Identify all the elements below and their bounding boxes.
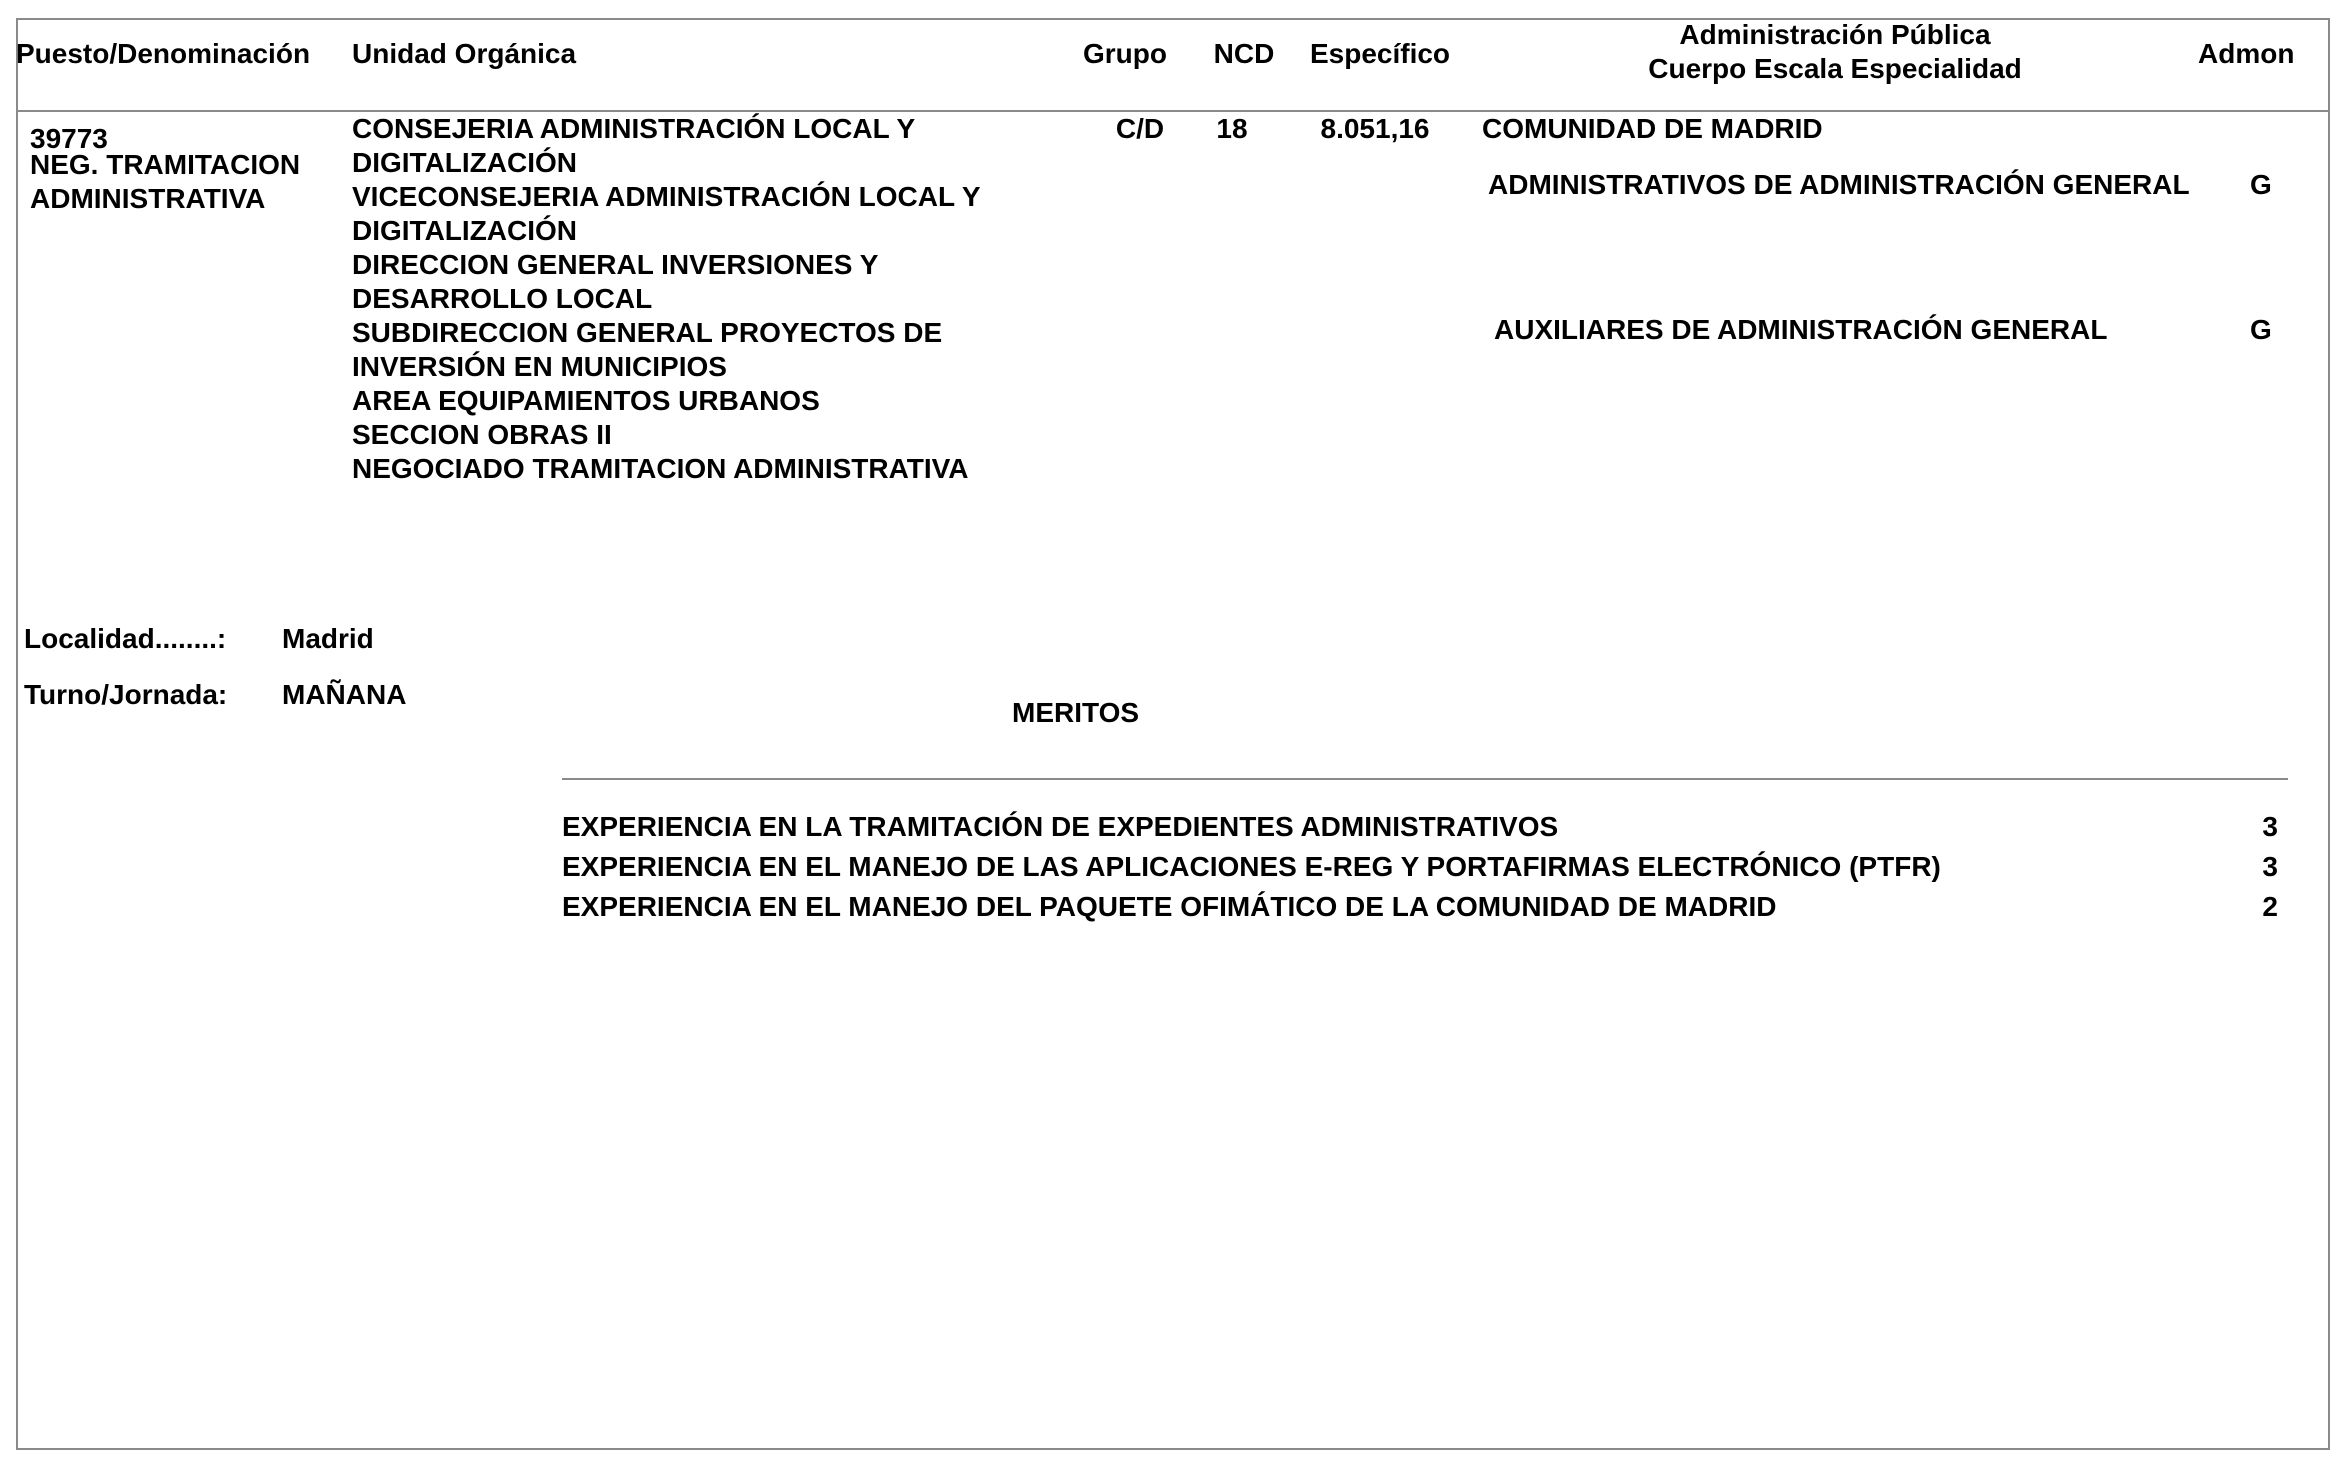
localidad-value: Madrid xyxy=(282,623,374,654)
meritos-divider xyxy=(562,778,2288,780)
cuerpo-admon: G xyxy=(2250,169,2272,200)
puesto-especifico: 8.051,16 xyxy=(1320,113,1430,144)
turno-label: Turno/Jornada: xyxy=(24,679,228,710)
unidad-line: SUBDIRECCION GENERAL PROYECTOS DE xyxy=(352,317,943,348)
merito-puntos: 3 xyxy=(2262,811,2278,842)
puesto-ncd: 18 xyxy=(1216,113,1248,144)
header-unidad: Unidad Orgánica xyxy=(352,38,577,69)
unidad-line: DESARROLLO LOCAL xyxy=(352,283,653,314)
unidad-line: AREA EQUIPAMIENTOS URBANOS xyxy=(352,385,820,416)
denominacion-line: NEG. TRAMITACION xyxy=(30,149,301,180)
unidad-organica xyxy=(352,112,981,486)
puesto-codigo: 39773 xyxy=(30,123,108,154)
unidad-line: VICECONSEJERIA ADMINISTRACIÓN LOCAL Y xyxy=(352,181,981,212)
cuerpo-admon: G xyxy=(2250,314,2272,345)
header-admin-publica: Administración Pública xyxy=(1679,19,1991,50)
merito-puntos: 3 xyxy=(2262,851,2278,882)
header-especifico: Específico xyxy=(1309,38,1451,69)
merito-text: EXPERIENCIA EN EL MANEJO DE LAS APLICACIONES E-REG Y PORTAFIRMAS ELECTRÓNICO (PTFR) xyxy=(562,851,1941,882)
localidad-label: Localidad........: xyxy=(24,623,227,654)
header-admon: Admon xyxy=(2198,38,2295,69)
unidad-line: CONSEJERIA ADMINISTRACIÓN LOCAL Y xyxy=(352,113,916,144)
cuerpo-nombre: ADMINISTRATIVOS DE ADMINISTRACIÓN GENERAL xyxy=(1488,169,2190,200)
puesto-grupo: C/D xyxy=(1115,113,1165,144)
unidad-line: DIGITALIZACIÓN xyxy=(352,215,578,246)
header-puesto: Puesto/Denominación xyxy=(16,38,311,69)
unidad-line: DIRECCION GENERAL INVERSIONES Y xyxy=(352,249,879,280)
turno-value: MAÑANA xyxy=(282,679,407,710)
header-cuerpo-escala: Cuerpo Escala Especialidad xyxy=(1648,53,2022,84)
unidad-line: NEGOCIADO TRAMITACION ADMINISTRATIVA xyxy=(352,453,969,484)
header-ncd: NCD xyxy=(1213,38,1275,69)
cuerpo-nombre: AUXILIARES DE ADMINISTRACIÓN GENERAL xyxy=(1494,314,2108,345)
merito-puntos: 2 xyxy=(2262,891,2278,922)
unidad-line: INVERSIÓN EN MUNICIPIOS xyxy=(352,351,727,382)
meritos-title: MERITOS xyxy=(1012,697,1140,728)
puesto-administracion: COMUNIDAD DE MADRID xyxy=(1482,113,1823,144)
puesto-denominacion xyxy=(30,148,300,216)
header-grupo: Grupo xyxy=(1083,38,1167,69)
unidad-line: DIGITALIZACIÓN xyxy=(352,147,578,178)
unidad-line: SECCION OBRAS II xyxy=(352,419,612,450)
merito-text: EXPERIENCIA EN EL MANEJO DEL PAQUETE OFIMÁTICO DE LA COMUNIDAD DE MADRID xyxy=(562,891,1777,922)
merito-text: EXPERIENCIA EN LA TRAMITACIÓN DE EXPEDIENTES ADMINISTRATIVOS xyxy=(562,811,1559,842)
denominacion-line: ADMINISTRATIVA xyxy=(30,183,266,214)
